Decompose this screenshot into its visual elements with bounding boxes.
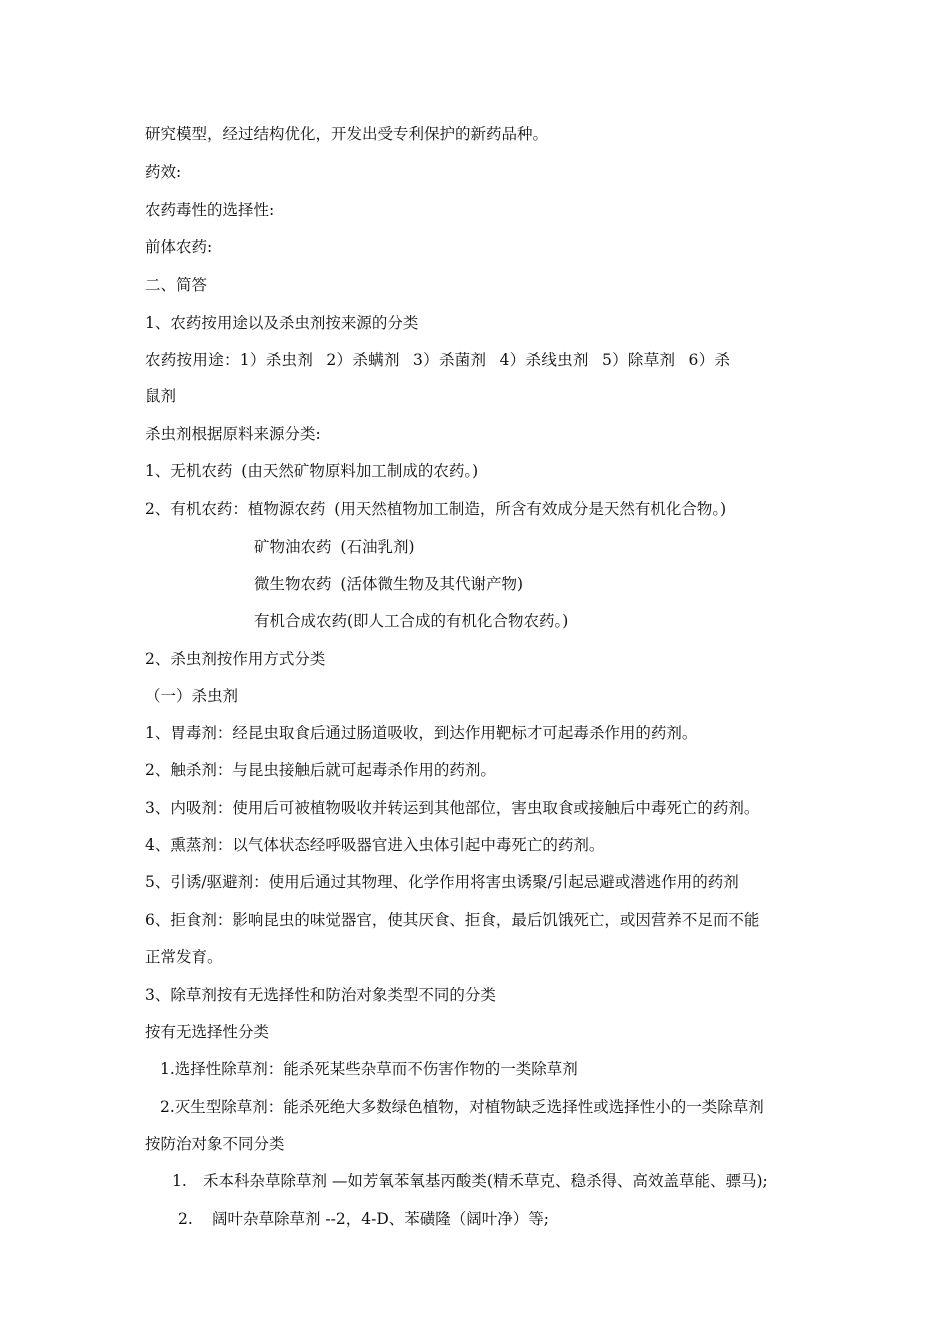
question-heading: 2、杀虫剂按作用方式分类 bbox=[145, 650, 326, 668]
section-heading: 二、简答 bbox=[145, 276, 208, 294]
list-item: 1、胃毒剂：经昆虫取食后通过肠道吸收，到达作用靶标才可起毒杀作用的药剂。 bbox=[145, 724, 698, 742]
term-heading: 农药毒性的选择性: bbox=[145, 201, 275, 219]
list-item: 1、无机农药 (由天然矿物原料加工制成的农药。) bbox=[145, 462, 479, 480]
text-line: 按防治对象不同分类 bbox=[145, 1135, 285, 1153]
list-item: 3、内吸剂：使用后可被植物吸收并转运到其他部位，害虫取食或接触后中毒死亡的药剂。 bbox=[145, 799, 760, 817]
text-line: 正常发育。 bbox=[145, 948, 223, 966]
text-line: 杀虫剂根据原料来源分类: bbox=[145, 425, 321, 443]
list-item: 阔叶杂草除草剂 --2，4-D、苯磺隆（阔叶净）等; bbox=[212, 1210, 550, 1228]
list-item: 禾本科杂草除草剂 —如芳氧苯氧基丙酸类(精禾草克、稳杀得、高效盖草能、骠马); bbox=[203, 1172, 768, 1190]
list-number: 2. bbox=[178, 1210, 193, 1228]
list-item: 2.灭生型除草剂：能杀死绝大多数绿色植物，对植物缺乏选择性或选择性小的一类除草剂 bbox=[160, 1098, 764, 1116]
text-line: 鼠剂 bbox=[145, 387, 177, 405]
list-item: 1.选择性除草剂：能杀死某些杂草而不伤害作物的一类除草剂 bbox=[160, 1060, 578, 1078]
question-heading: 1、农药按用途以及杀虫剂按来源的分类 bbox=[145, 314, 419, 332]
list-item: 5、引诱/驱避剂：使用后通过其物理、化学作用将害虫诱聚/引起忌避或潜逃作用的药剂 bbox=[145, 873, 739, 891]
subsection-heading: （一）杀虫剂 bbox=[145, 687, 239, 705]
list-item: 2、有机农药：植物源农药 (用天然植物加工制造，所含有效成分是天然有机化合物。) bbox=[145, 500, 727, 518]
term-heading: 药效: bbox=[145, 163, 182, 181]
text-line: 农药按用途：1）杀虫剂 2）杀螨剂 3）杀菌剂 4）杀线虫剂 5）除草剂 6）杀 bbox=[145, 351, 731, 369]
list-subitem: 有机合成农药(即人工合成的有机化合物农药。) bbox=[254, 612, 569, 630]
list-item: 6、拒食剂：影响昆虫的味觉器官，使其厌食、拒食，最后饥饿死亡，或因营养不足而不能 bbox=[145, 911, 760, 929]
text-line: 研究模型，经过结构优化，开发出受专利保护的新药品种。 bbox=[145, 125, 549, 143]
text-line: 按有无选择性分类 bbox=[145, 1023, 270, 1041]
list-number: 1. bbox=[172, 1172, 187, 1190]
list-item: 4、熏蒸剂：以气体状态经呼吸器官进入虫体引起中毒死亡的药剂。 bbox=[145, 836, 605, 854]
list-subitem: 矿物油农药 (石油乳剂) bbox=[254, 538, 415, 556]
term-heading: 前体农药: bbox=[145, 238, 213, 256]
question-heading: 3、除草剂按有无选择性和防治对象类型不同的分类 bbox=[145, 986, 496, 1004]
list-subitem: 微生物农药 (活体微生物及其代谢产物) bbox=[254, 575, 524, 593]
list-item: 2、触杀剂：与昆虫接触后就可起毒杀作用的药剂。 bbox=[145, 761, 496, 779]
